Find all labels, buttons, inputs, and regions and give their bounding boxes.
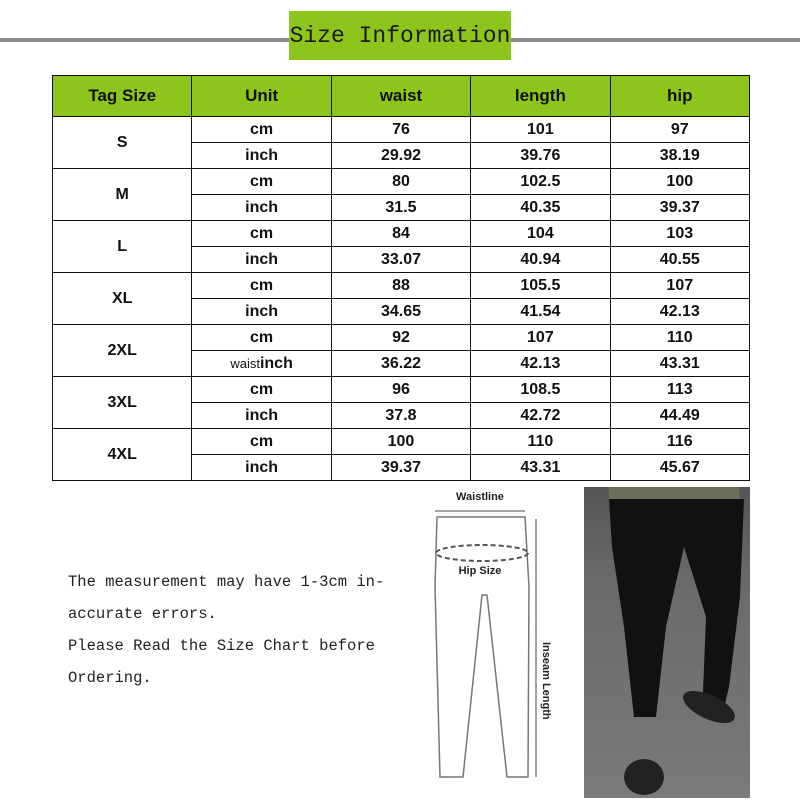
- value-cell: 116: [610, 429, 749, 455]
- title-text: Size Information: [289, 22, 511, 49]
- value-cell: 40.94: [471, 247, 610, 273]
- value-cell: 76: [331, 117, 470, 143]
- unit-label: inch: [245, 146, 279, 164]
- unit-cell: [192, 299, 331, 325]
- waistline-label: Waistline: [456, 491, 504, 503]
- value-cell: 107: [610, 273, 749, 299]
- title-rule-right: [511, 38, 800, 42]
- column-header: waist: [331, 76, 470, 117]
- value-cell: 38.19: [610, 143, 749, 169]
- table-row: [53, 273, 750, 299]
- unit-cell: [192, 351, 331, 377]
- value-cell: 105.5: [471, 273, 610, 299]
- value-cell: 100: [610, 169, 749, 195]
- unit-cell: cm: [192, 377, 331, 403]
- value-cell: 42.13: [471, 351, 610, 377]
- unit-cell: cm: [192, 273, 331, 299]
- value-cell: 100: [331, 429, 470, 455]
- measurement-note: The measurement may have 1-3cm in- accurate errors. Please Read the Size Chart before Ordering.: [68, 573, 385, 687]
- unit-label: inch: [259, 354, 293, 372]
- unit-label: inch: [245, 458, 279, 476]
- value-cell: 101: [471, 117, 610, 143]
- value-cell: 29.92: [331, 143, 470, 169]
- unit-cell: cm: [192, 221, 331, 247]
- value-cell: 39.37: [331, 455, 470, 481]
- value-cell: 113: [610, 377, 749, 403]
- column-header: length: [471, 76, 610, 117]
- value-cell: 80: [331, 169, 470, 195]
- value-cell: 44.49: [610, 403, 749, 429]
- value-cell: 42.13: [610, 299, 749, 325]
- column-header: Tag Size: [53, 76, 192, 117]
- tag-size-cell: XL: [53, 273, 192, 325]
- value-cell: 103: [610, 221, 749, 247]
- value-cell: 42.72: [471, 403, 610, 429]
- value-cell: 108.5: [471, 377, 610, 403]
- unit-label: inch: [245, 250, 279, 268]
- value-cell: 34.65: [331, 299, 470, 325]
- pants-diagram: [425, 487, 560, 787]
- tag-size-cell: L: [53, 221, 192, 273]
- unit-cell: [192, 143, 331, 169]
- tag-size-cell: 2XL: [53, 325, 192, 377]
- column-header: Unit: [192, 76, 331, 117]
- size-table: [52, 75, 750, 481]
- value-cell: 43.31: [610, 351, 749, 377]
- value-cell: 88: [331, 273, 470, 299]
- table-row: [53, 325, 750, 351]
- table-row: [53, 221, 750, 247]
- table-row: [53, 429, 750, 455]
- value-cell: 84: [331, 221, 470, 247]
- model-photo: [584, 487, 750, 798]
- unit-label: inch: [245, 406, 279, 424]
- value-cell: 41.54: [471, 299, 610, 325]
- value-cell: 45.67: [610, 455, 749, 481]
- tag-size-cell: 3XL: [53, 377, 192, 429]
- unit-cell: [192, 403, 331, 429]
- value-cell: 40.55: [610, 247, 749, 273]
- unit-cell: cm: [192, 325, 331, 351]
- tag-size-cell: 4XL: [53, 429, 192, 481]
- tag-size-cell: M: [53, 169, 192, 221]
- table-row: [53, 117, 750, 143]
- title-rule-left: [0, 38, 289, 42]
- value-cell: 97: [610, 117, 749, 143]
- column-header: hip: [610, 76, 749, 117]
- value-cell: 96: [331, 377, 470, 403]
- value-cell: 104: [471, 221, 610, 247]
- unit-cell: cm: [192, 169, 331, 195]
- value-cell: 43.31: [471, 455, 610, 481]
- title-banner: [289, 11, 511, 60]
- unit-cell: cm: [192, 117, 331, 143]
- value-cell: 36.22: [331, 351, 470, 377]
- unit-cell: [192, 247, 331, 273]
- inseam-length-label: Inseam Length: [540, 642, 552, 720]
- value-cell: 39.37: [610, 195, 749, 221]
- value-cell: 40.35: [471, 195, 610, 221]
- unit-prefix: waist: [230, 355, 260, 371]
- unit-label: inch: [245, 198, 279, 216]
- value-cell: 33.07: [331, 247, 470, 273]
- value-cell: 110: [471, 429, 610, 455]
- value-cell: 31.5: [331, 195, 470, 221]
- table-row: [53, 377, 750, 403]
- unit-cell: [192, 195, 331, 221]
- table-row: [53, 169, 750, 195]
- value-cell: 110: [610, 325, 749, 351]
- value-cell: 39.76: [471, 143, 610, 169]
- value-cell: 107: [471, 325, 610, 351]
- hip-size-label: Hip Size: [458, 565, 502, 577]
- unit-label: inch: [245, 302, 279, 320]
- tag-size-cell: S: [53, 117, 192, 169]
- value-cell: 92: [331, 325, 470, 351]
- value-cell: 37.8: [331, 403, 470, 429]
- value-cell: 102.5: [471, 169, 610, 195]
- unit-cell: cm: [192, 429, 331, 455]
- unit-cell: [192, 455, 331, 481]
